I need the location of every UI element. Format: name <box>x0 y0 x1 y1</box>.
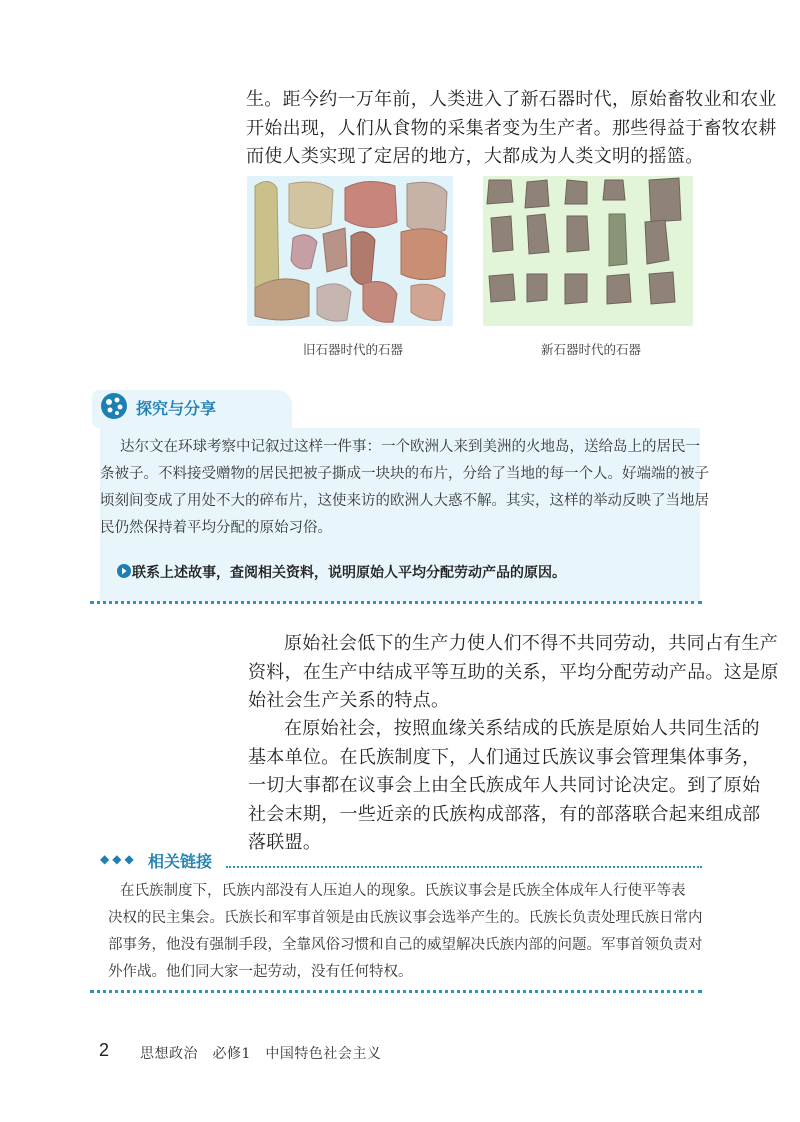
page-number: 2 <box>99 1040 110 1060</box>
related-link-text <box>108 878 703 986</box>
text-line: 一切大事都在议事会上由全氏族成年人共同讨论决定。到了原始 <box>248 775 761 796</box>
text-line: 而使人类实现了定居的地方，大都成为人类文明的摇篮。 <box>246 146 704 167</box>
text-line: 基本单位。在氏族制度下，人们通过氏族议事会管理集体事务， <box>248 746 761 768</box>
text-line: 部事务，他没有强制手段，全靠风俗习惯和自己的威望解决氏族内部的问题。军事首领负责对 <box>108 937 703 953</box>
palette-icon <box>100 392 128 420</box>
text-line: 开始出现，人们从食物的采集者变为生产者。那些得益于畜牧农耕 <box>246 117 777 139</box>
explore-title: 探究与分享 <box>136 399 217 418</box>
body-paragraph-1 <box>248 630 779 716</box>
text-line: 在氏族制度下，氏族内部没有人压迫人的现象。氏族议事会是氏族全体成年人行使平等表 <box>120 883 686 899</box>
text-line: 始社会生产关系的特点。 <box>248 690 450 711</box>
text-line: 在原始社会，按照血缘关系结成的氏族是原始人共同生活的 <box>284 718 760 739</box>
diamond-icons: ◆◆◆ <box>100 852 137 866</box>
explore-story <box>100 434 709 542</box>
arrow-right-icon <box>117 564 131 578</box>
divider <box>90 601 702 604</box>
divider <box>226 866 702 868</box>
neolithic-caption: 新石器时代的石器 <box>541 342 642 357</box>
text-line: 条被子。不料接受赠物的居民把被子撕成一块块的布片，分给了当地的每一个人。好端端的被子 <box>100 466 709 482</box>
explore-task: 联系上述故事，查阅相关资料，说明原始人平均分配劳动产品的原因。 <box>132 565 566 581</box>
text-line: 外作战。他们同大家一起劳动，没有任何特权。 <box>108 964 413 980</box>
paleolithic-tools-photo <box>247 176 453 326</box>
text-line: 顷刻间变成了用处不大的碎布片，这使来访的欧洲人大惑不解。其实，这样的举动反映了当地居 <box>100 493 709 509</box>
text-line: 落联盟。 <box>248 832 322 853</box>
text-line: 资料，在生产中结成平等互助的关系，平均分配劳动产品。这是原 <box>248 661 779 683</box>
text-line: 决权的民主集会。氏族长和军事首领是由氏族议事会选举产生的。氏族长负责处理氏族日常内 <box>108 910 703 926</box>
text-line: 民仍然保持着平均分配的原始习俗。 <box>100 520 332 536</box>
text-line: 生。距今约一万年前，人类进入了新石器时代，原始畜牧业和农业 <box>246 89 777 110</box>
neolithic-tools-photo <box>483 176 693 326</box>
book-title: 思想政治 必修1 中国特色社会主义 <box>140 1046 382 1062</box>
related-link-title: 相关链接 <box>148 852 213 871</box>
text-line: 社会末期，一些近亲的氏族构成部落，有的部落联合起来组成部 <box>248 803 761 825</box>
divider <box>90 990 702 993</box>
body-paragraph-2 <box>248 715 761 858</box>
text-line: 达尔文在环球考察中记叙过这样一件事：一个欧洲人来到美洲的火地岛，送给岛上的居民一 <box>120 439 700 455</box>
text-line: 原始社会低下的生产力使人们不得不共同劳动，共同占有生产 <box>284 633 779 654</box>
paleolithic-caption: 旧石器时代的石器 <box>303 342 404 357</box>
intro-paragraph <box>246 86 777 172</box>
